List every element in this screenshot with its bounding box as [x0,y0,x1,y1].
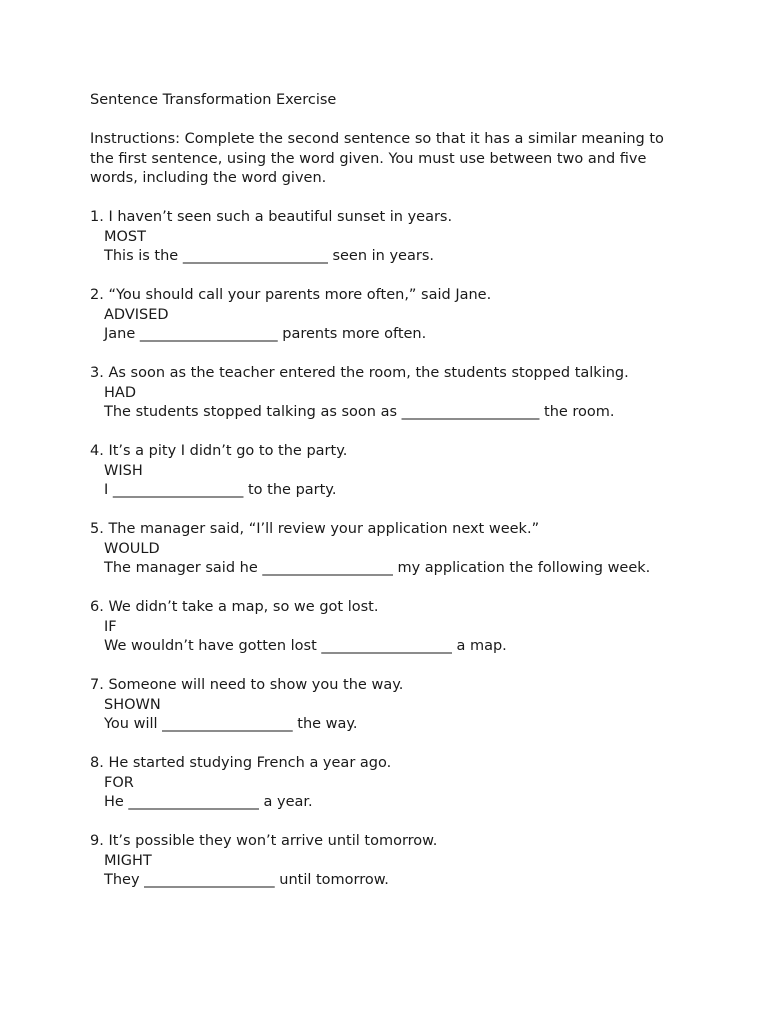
question-4 [90,442,680,501]
question-prompt: You will __________________ the way. [104,716,358,732]
question-prompt: He __________________ a year. [104,794,313,810]
question-keyword: HAD [104,384,136,401]
question-keyword: IF [104,618,117,635]
question-keyword: ADVISED [104,306,169,323]
question-keyword: WISH [104,462,143,479]
question-sentence: 8. He started studying French a year ago. [90,755,392,771]
question-prompt: We wouldn’t have gotten lost __________________ a map. [104,638,507,654]
question-keyword: MOST [104,228,146,245]
question-prompt: This is the ____________________ seen in years. [104,248,434,264]
question-prompt: I __________________ to the party. [104,482,337,498]
question-7 [90,676,680,735]
question-9 [90,832,680,891]
question-sentence: 1. I haven’t seen such a beautiful sunset in years. [90,209,453,225]
question-sentence: 7. Someone will need to show you the way. [90,677,404,693]
instructions-text: Instructions: Complete the second sentence so that it has a similar meaning to the first sentence, using the word given. You must use between two and five words, including the word given. [90,131,664,186]
document-title: Sentence Transformation Exercise [90,92,337,108]
question-keyword: MIGHT [104,852,152,869]
question-6 [90,598,680,657]
question-prompt: They __________________ until tomorrow. [104,872,389,888]
question-8 [90,754,680,813]
question-sentence: 5. The manager said, “I’ll review your application next week.” [90,521,540,537]
document-page [90,91,680,910]
question-keyword: WOULD [104,540,160,557]
question-prompt: The manager said he __________________ my application the following week. [104,560,651,576]
question-sentence: 6. We didn’t take a map, so we got lost. [90,599,379,615]
question-sentence: 9. It’s possible they won’t arrive until tomorrow. [90,833,438,849]
question-sentence: 4. It’s a pity I didn’t go to the party. [90,443,348,459]
question-1 [90,208,680,267]
question-prompt: The students stopped talking as soon as ___________________ the room. [104,404,615,420]
question-sentence: 3. As soon as the teacher entered the room, the students stopped talking. [90,365,629,381]
question-sentence: 2. “You should call your parents more often,” said Jane. [90,287,492,303]
question-keyword: SHOWN [104,696,161,713]
question-prompt: Jane ___________________ parents more often. [104,326,427,342]
question-5 [90,520,680,579]
question-keyword: FOR [104,774,134,791]
question-3 [90,364,680,423]
question-2 [90,286,680,345]
